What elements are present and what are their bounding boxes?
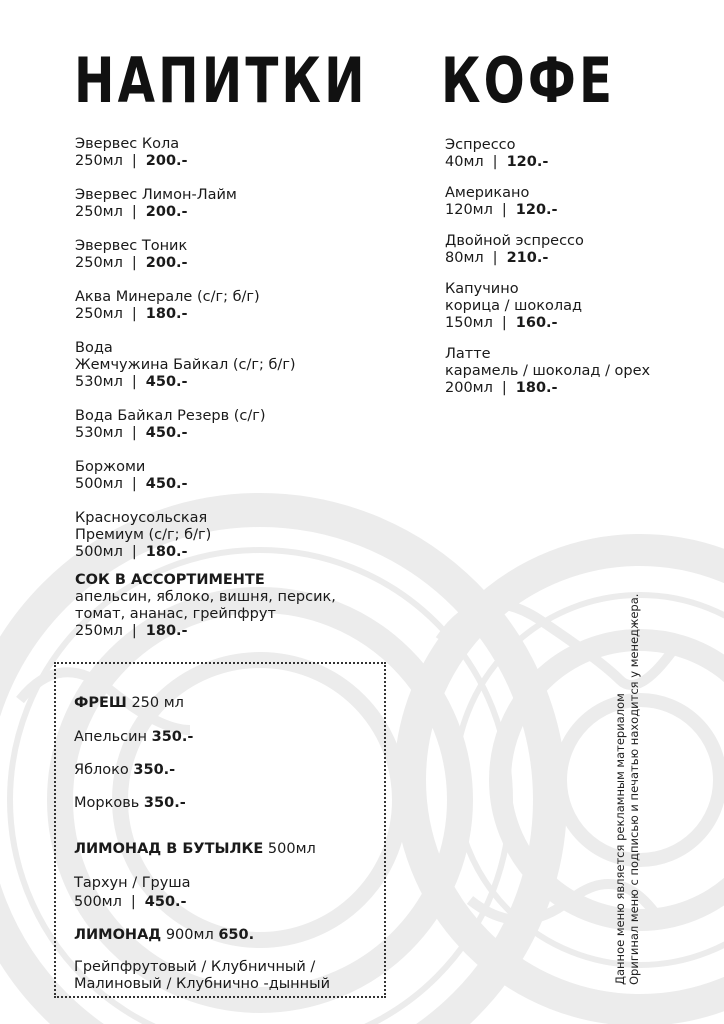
drink-item-name: Вода (75, 340, 113, 356)
drink-volume: 250мл (75, 204, 123, 220)
separator: | (131, 204, 137, 220)
coffee-heading: КОФЕ (441, 44, 616, 117)
fresh-item-name: Апельсин (74, 729, 148, 745)
drink-item (75, 510, 395, 561)
separator: | (131, 153, 137, 169)
drink-price-line (75, 255, 395, 272)
drink-price: 450.- (145, 374, 188, 390)
coffee-item (445, 185, 715, 219)
separator: | (131, 374, 137, 390)
drink-item (75, 187, 395, 221)
drink-item (75, 136, 395, 170)
coffee-item-name: Капучино (445, 281, 519, 297)
drink-item-name: Красноусольская (75, 510, 208, 526)
drink-item (75, 238, 395, 272)
advertising-notice (613, 594, 641, 985)
juice-description: апельсин, яблоко, вишня, персик, (75, 589, 336, 605)
juice-volume: 250мл (75, 623, 123, 639)
drink-volume: 500мл (75, 544, 123, 560)
separator: | (501, 315, 507, 331)
drink-item-name: Эвервес Тоник (75, 238, 188, 254)
lemonade-bottle-price: 450.- (144, 894, 187, 910)
coffee-volume: 150мл (445, 315, 493, 331)
separator: | (131, 544, 137, 560)
drink-volume: 530мл (75, 425, 123, 441)
fresh-item (74, 761, 374, 780)
coffee-price: 180.- (515, 380, 558, 396)
drink-price-line (75, 476, 395, 493)
juice-price: 180.- (145, 623, 188, 639)
drink-item (75, 459, 395, 493)
drink-item (75, 340, 395, 391)
separator: | (492, 250, 498, 266)
notice-line: Данное меню является рекламным материалом (613, 693, 627, 985)
drink-item (75, 408, 395, 442)
juice-title: СОК В АССОРТИМЕНТЕ (75, 572, 265, 588)
drinks-heading: НАПИТКИ (74, 44, 368, 117)
lemonade-jug-price: 650. (218, 927, 255, 943)
drink-price: 200.- (145, 255, 188, 271)
lemonade-bottle-price-line (74, 893, 374, 912)
fresh-item-price: 350.- (133, 762, 176, 778)
drink-volume: 250мл (75, 255, 123, 271)
separator: | (501, 202, 507, 218)
drink-volume: 250мл (75, 306, 123, 322)
fresh-item-price: 350.- (151, 729, 194, 745)
coffee-price: 120.- (506, 154, 549, 170)
coffee-price-line (445, 202, 715, 219)
notice-line: Оригинал меню с подписью и печатью находится у менеджера. (627, 593, 641, 985)
juice-price-line (75, 623, 395, 640)
coffee-item (445, 137, 715, 171)
coffee-item-name: Американо (445, 185, 530, 201)
drink-volume: 250мл (75, 153, 123, 169)
drink-volume: 530мл (75, 374, 123, 390)
drink-item (75, 289, 395, 323)
coffee-item (445, 346, 715, 397)
fresh-header (74, 694, 374, 713)
coffee-volume: 120мл (445, 202, 493, 218)
drink-price-line (75, 374, 395, 391)
drink-item-name: Эвервес Лимон-Лайм (75, 187, 237, 203)
lemonade-jug-title: ЛИМОНАД (74, 927, 162, 943)
fresh-item-name: Морковь (74, 795, 140, 811)
drink-item-name: Боржоми (75, 459, 146, 475)
drink-price: 450.- (145, 425, 188, 441)
lemonade-bottle-header (74, 840, 374, 859)
fresh-item-name: Яблоко (74, 762, 129, 778)
separator: | (131, 476, 137, 492)
separator: | (131, 306, 137, 322)
drink-price-line (75, 204, 395, 221)
coffee-item-name: карамель / шоколад / орех (445, 363, 651, 379)
drink-price: 180.- (145, 544, 188, 560)
separator: | (492, 154, 498, 170)
coffee-item (445, 233, 715, 267)
juice-description: томат, ананас, грейпфрут (75, 606, 276, 622)
lemonade-bottle-item-volume: 500мл (74, 894, 122, 910)
coffee-item (445, 281, 715, 332)
fresh-title: ФРЕШ (74, 695, 127, 711)
drink-price: 180.- (145, 306, 188, 322)
separator: | (131, 255, 137, 271)
coffee-price-line (445, 250, 715, 267)
drinks-list (75, 136, 395, 657)
separator: | (501, 380, 507, 396)
drink-item-name: Премиум (с/г; б/г) (75, 527, 212, 543)
drink-item-name: Аква Минерале (с/г; б/г) (75, 289, 260, 305)
juice-item (75, 572, 395, 640)
drink-price-line (75, 153, 395, 170)
coffee-item-name: Эспрессо (445, 137, 516, 153)
coffee-price-line (445, 315, 715, 332)
separator: | (130, 894, 136, 910)
drink-price: 200.- (145, 204, 188, 220)
drink-price-line (75, 306, 395, 323)
coffee-price: 160.- (515, 315, 558, 331)
drink-price-line (75, 425, 395, 442)
coffee-item-name: корица / шоколад (445, 298, 583, 314)
coffee-item-name: Двойной эспрессо (445, 233, 584, 249)
coffee-volume: 80мл (445, 250, 484, 266)
lemonade-jug-volume: 900мл (165, 927, 214, 943)
separator: | (131, 425, 137, 441)
drink-price: 200.- (145, 153, 188, 169)
fresh-lemonade-box (54, 662, 386, 998)
lemonade-jug-header (74, 926, 374, 945)
drink-item-name: Эвервес Кола (75, 136, 180, 152)
drink-item-name: Вода Байкал Резерв (с/г) (75, 408, 266, 424)
drink-price-line (75, 544, 395, 561)
lemonade-jug-flavor-line: Грейпфрутовый / Клубничный / (74, 959, 316, 975)
fresh-volume: 250 мл (131, 695, 184, 711)
coffee-list (445, 137, 715, 411)
drink-volume: 500мл (75, 476, 123, 492)
lemonade-bottle-volume: 500мл (267, 841, 316, 857)
lemonade-bottle-title: ЛИМОНАД В БУТЫЛКЕ (74, 841, 264, 857)
coffee-volume: 40мл (445, 154, 484, 170)
coffee-price: 210.- (506, 250, 549, 266)
lemonade-jug-flavor-line: Малиновый / Клубнично -дынный (74, 976, 331, 992)
separator: | (131, 623, 137, 639)
fresh-item (74, 728, 374, 747)
drink-item-name: Жемчужина Байкал (с/г; б/г) (75, 357, 296, 373)
fresh-item-price: 350.- (143, 795, 186, 811)
coffee-price-line (445, 380, 715, 397)
lemonade-bottle-flavors: Тархун / Груша (74, 875, 191, 891)
coffee-volume: 200мл (445, 380, 493, 396)
fresh-item (74, 794, 374, 813)
drink-price: 450.- (145, 476, 188, 492)
coffee-price-line (445, 154, 715, 171)
coffee-item-name: Латте (445, 346, 491, 362)
coffee-price: 120.- (515, 202, 558, 218)
